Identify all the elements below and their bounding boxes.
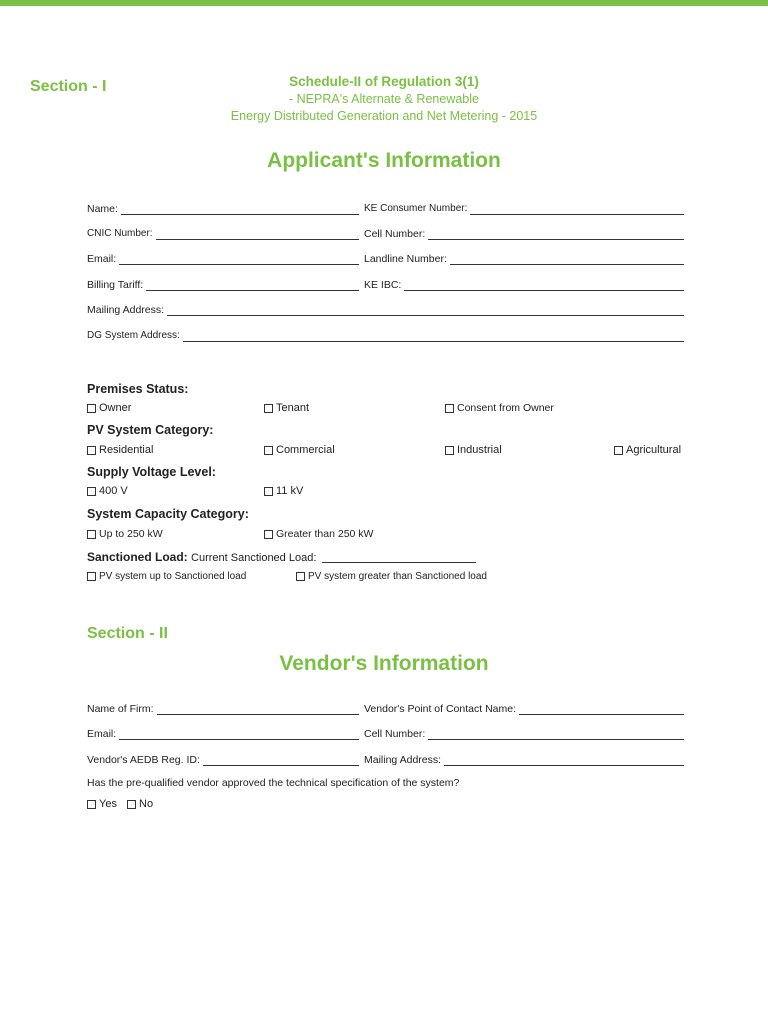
vendor-email-label: Email: bbox=[87, 728, 117, 740]
cnic-number-label: CNIC Number: bbox=[87, 228, 153, 239]
capacity-greater-250kw-option[interactable] bbox=[264, 528, 373, 540]
ke-consumer-number-field[interactable] bbox=[364, 199, 684, 215]
option-label: Owner bbox=[99, 402, 132, 414]
premises-consent-option[interactable] bbox=[445, 402, 554, 414]
vendor-mailing-address-line[interactable] bbox=[444, 756, 684, 766]
vendor-cell-number-label: Cell Number: bbox=[364, 728, 426, 740]
dg-system-address-line[interactable] bbox=[183, 332, 684, 342]
landline-number-field[interactable] bbox=[364, 249, 684, 265]
aedb-reg-id-field[interactable] bbox=[87, 750, 359, 766]
email-field[interactable] bbox=[87, 249, 359, 265]
name-label: Name: bbox=[87, 203, 118, 215]
premises-owner-option[interactable] bbox=[87, 402, 131, 414]
option-label: No bbox=[139, 798, 154, 810]
mailing-address-field[interactable] bbox=[87, 300, 684, 316]
checkbox[interactable] bbox=[87, 487, 96, 496]
checkbox[interactable] bbox=[87, 800, 96, 809]
option-label: Commercial bbox=[276, 444, 335, 456]
premises-tenant-option[interactable] bbox=[264, 402, 309, 414]
pv-commercial-option[interactable] bbox=[264, 444, 335, 456]
ke-ibc-label: KE IBC: bbox=[364, 279, 402, 291]
dg-system-address-field[interactable] bbox=[87, 326, 684, 342]
dg-system-address-label: DG System Address: bbox=[87, 330, 180, 341]
supply-voltage-heading: Supply Voltage Level: bbox=[87, 465, 216, 479]
vendor-email-line[interactable] bbox=[119, 730, 359, 740]
cell-number-field[interactable] bbox=[364, 224, 684, 240]
pv-agricultural-option[interactable] bbox=[614, 444, 681, 456]
checkbox[interactable] bbox=[264, 487, 273, 496]
applicant-info-title: Applicant's Information bbox=[267, 149, 501, 172]
mailing-address-label: Mailing Address: bbox=[87, 304, 165, 316]
sanctioned-load-row bbox=[87, 550, 316, 564]
cnic-number-line[interactable] bbox=[156, 230, 359, 240]
vendor-cell-number-field[interactable] bbox=[364, 724, 684, 740]
current-sanctioned-load-label: Current Sanctioned Load: bbox=[191, 552, 317, 564]
option-label: PV system greater than Sanctioned load bbox=[308, 571, 487, 582]
checkbox[interactable] bbox=[87, 446, 96, 455]
ke-ibc-line[interactable] bbox=[404, 281, 684, 291]
option-label: Agricultural bbox=[626, 444, 682, 456]
voltage-11kv-option[interactable] bbox=[264, 485, 303, 497]
schedule-title: Schedule-II of Regulation 3(1) bbox=[289, 74, 479, 89]
point-of-contact-label: Vendor's Point of Contact Name: bbox=[364, 703, 517, 715]
name-field[interactable] bbox=[87, 199, 359, 215]
checkbox[interactable] bbox=[264, 530, 273, 539]
option-label: Yes bbox=[99, 798, 117, 810]
ke-ibc-field[interactable] bbox=[364, 275, 684, 291]
checkbox[interactable] bbox=[87, 572, 96, 581]
capacity-up-to-250kw-option[interactable] bbox=[87, 528, 163, 540]
billing-tariff-label: Billing Tariff: bbox=[87, 279, 144, 291]
vendor-mailing-address-label: Mailing Address: bbox=[364, 754, 442, 766]
pv-industrial-option[interactable] bbox=[445, 444, 502, 456]
mailing-address-line[interactable] bbox=[167, 306, 684, 316]
current-sanctioned-load-line[interactable] bbox=[322, 562, 476, 563]
schedule-subtitle-1: - NEPRA's Alternate & Renewable bbox=[289, 92, 479, 106]
landline-number-line[interactable] bbox=[450, 255, 684, 265]
option-label: PV system up to Sanctioned load bbox=[99, 571, 247, 582]
option-label: Up to 250 kW bbox=[99, 528, 163, 540]
section-2-label: Section - II bbox=[87, 625, 168, 642]
section-1-label: Section - I bbox=[30, 78, 107, 95]
checkbox[interactable] bbox=[87, 530, 96, 539]
point-of-contact-field[interactable] bbox=[364, 699, 684, 715]
cell-number-label: Cell Number: bbox=[364, 228, 426, 240]
approval-yes-option[interactable] bbox=[87, 798, 117, 810]
option-label: 11 kV bbox=[276, 485, 304, 497]
cnic-number-field[interactable] bbox=[87, 224, 359, 240]
approval-no-option[interactable] bbox=[127, 798, 153, 810]
checkbox[interactable] bbox=[445, 446, 454, 455]
email-label: Email: bbox=[87, 253, 117, 265]
name-of-firm-field[interactable] bbox=[87, 699, 359, 715]
checkbox[interactable] bbox=[445, 404, 454, 413]
option-label: Industrial bbox=[457, 444, 502, 456]
schedule-subtitle-2: Energy Distributed Generation and Net Metering - 2015 bbox=[230, 109, 538, 123]
landline-number-label: Landline Number: bbox=[364, 253, 447, 265]
checkbox[interactable] bbox=[296, 572, 305, 581]
option-label: Residential bbox=[99, 444, 154, 456]
aedb-reg-id-line[interactable] bbox=[203, 756, 359, 766]
option-label: Tenant bbox=[276, 402, 310, 414]
option-label: Consent from Owner bbox=[457, 402, 554, 414]
aedb-reg-id-label: Vendor's AEDB Reg. ID: bbox=[87, 754, 200, 766]
pv-residential-option[interactable] bbox=[87, 444, 153, 456]
voltage-400v-option[interactable] bbox=[87, 485, 128, 497]
email-line[interactable] bbox=[119, 255, 359, 265]
billing-tariff-field[interactable] bbox=[87, 275, 359, 291]
capacity-category-heading: System Capacity Category: bbox=[87, 507, 249, 521]
vendor-approval-question: Has the pre-qualified vendor approved the technical specification of the system? bbox=[87, 777, 460, 789]
name-line[interactable] bbox=[121, 205, 359, 215]
sanctioned-load-heading: Sanctioned Load: bbox=[87, 550, 188, 564]
option-label: Greater than 250 kW bbox=[276, 528, 374, 540]
premises-status-heading: Premises Status: bbox=[87, 382, 189, 396]
vendor-email-field[interactable] bbox=[87, 724, 359, 740]
vendor-cell-number-line[interactable] bbox=[428, 730, 684, 740]
name-of-firm-label: Name of Firm: bbox=[87, 703, 154, 715]
point-of-contact-line[interactable] bbox=[519, 705, 684, 715]
checkbox[interactable] bbox=[264, 446, 273, 455]
pv-category-heading: PV System Category: bbox=[87, 423, 214, 437]
cell-number-line[interactable] bbox=[428, 230, 684, 240]
vendor-info-title: Vendor's Information bbox=[279, 652, 489, 675]
top-accent-bar bbox=[0, 0, 768, 6]
billing-tariff-line[interactable] bbox=[146, 281, 359, 291]
option-label: 400 V bbox=[99, 485, 128, 497]
checkbox[interactable] bbox=[264, 404, 273, 413]
pv-up-to-sanctioned-option[interactable] bbox=[87, 571, 246, 582]
pv-greater-than-sanctioned-option[interactable] bbox=[296, 571, 487, 582]
vendor-mailing-address-field[interactable] bbox=[364, 750, 684, 766]
checkbox[interactable] bbox=[87, 404, 96, 413]
ke-consumer-number-line[interactable] bbox=[470, 205, 684, 215]
checkbox[interactable] bbox=[614, 446, 623, 455]
name-of-firm-line[interactable] bbox=[157, 705, 359, 715]
ke-consumer-number-label: KE Consumer Number: bbox=[364, 203, 468, 214]
checkbox[interactable] bbox=[127, 800, 136, 809]
